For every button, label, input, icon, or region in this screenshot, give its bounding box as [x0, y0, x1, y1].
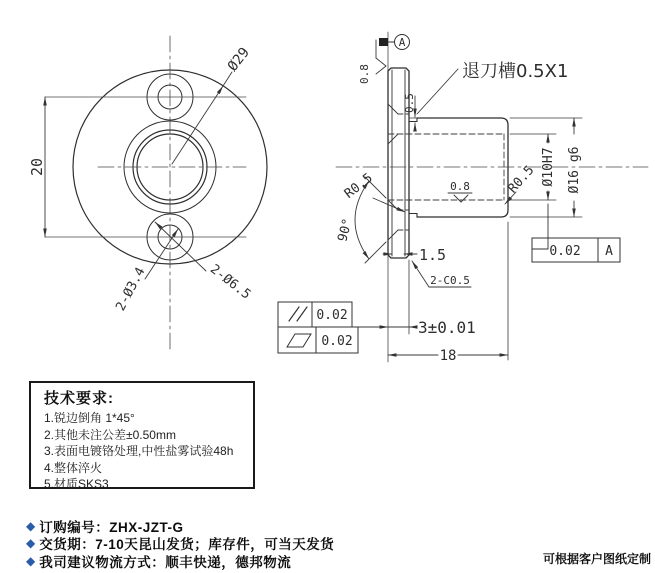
groove-callout: [417, 61, 568, 114]
roughness-symbol-bore: [448, 180, 472, 202]
customization-note: 可根据客户图纸定制: [543, 552, 652, 566]
front-view: [28, 36, 267, 352]
chamfer-label: 2-C0.5: [430, 274, 470, 287]
dim-0-5-label: 0.5: [403, 93, 416, 113]
fcf-datum: A: [605, 244, 613, 259]
datum-letter: A: [398, 36, 406, 49]
dim-shaft-label: Ø16 g6: [567, 146, 582, 194]
fcf-runout: [532, 204, 620, 262]
roughness-bore-value: 0.8: [450, 180, 470, 193]
fcf-parallelism: [278, 302, 352, 327]
dim-20-label: 20: [28, 157, 46, 177]
flatness-value: 0.02: [321, 334, 353, 349]
order-number-text: 订购编号：ZHX-JZT-G: [39, 519, 184, 535]
tech-requirement-item: 4.整体淬火: [44, 460, 103, 475]
tech-requirement-item: 2.其他未注公差±0.50mm: [44, 427, 176, 442]
tech-requirements-title: 技术要求:: [44, 390, 114, 407]
diamond-bullet-icon: ◆: [26, 536, 36, 551]
parallelism-icon: [289, 307, 307, 321]
chamfer-callout: [412, 261, 471, 287]
fcf-flatness: [278, 327, 358, 353]
logistics-row: [26, 552, 334, 570]
boss-outline: [417, 118, 508, 217]
fillet-right-label: R0.5: [505, 163, 538, 197]
dim-29-label: Ø29: [224, 44, 253, 75]
order-number-row: [26, 517, 334, 535]
delivery-time-row: [26, 535, 334, 553]
dim-groove-depth: [403, 93, 426, 131]
fillet-left-callout: [342, 171, 405, 212]
logistics-text: 我司建议物流方式：顺丰快递，德邦物流: [39, 554, 292, 570]
groove-label: 退刀槽0.5X1: [462, 61, 569, 82]
fillet-right-callout: [505, 163, 537, 204]
datum-a-symbol: [379, 35, 410, 50]
dim-3-label: 3±0.01: [418, 318, 476, 337]
roughness-top-value: 0.8: [358, 64, 371, 84]
diamond-bullet-icon: ◆: [26, 553, 36, 568]
dim-18-label: 18: [439, 348, 457, 364]
flange-hole-features: [388, 104, 409, 240]
dim-depth-1-5: [383, 246, 446, 264]
dim-90-label: 90°: [335, 216, 356, 244]
roughness-symbol-top: [358, 40, 386, 84]
side-view: [278, 32, 648, 364]
diamond-bullet-icon: ◆: [26, 518, 36, 533]
dim-outer-dia-29: [172, 45, 253, 164]
fcf-value: 0.02: [549, 244, 581, 259]
dim-thickness: [358, 260, 476, 337]
dim-3-4-label: 2-Ø3.4: [113, 265, 149, 314]
dim-1-5-label: 1.5: [419, 246, 447, 264]
datum-triangle-tick: [379, 38, 388, 46]
tech-requirement-item: 1.锐边倒角 1*45°: [44, 411, 135, 425]
dim-height-20: [28, 97, 46, 237]
delivery-time-text: 交货期：7-10天昆山发货；库存件，可当天发货: [39, 537, 335, 553]
tech-requirement-item: 3.表面电镀铬处理,中性盐雾试验48h: [44, 444, 234, 458]
tech-requirement-item: 5.材质SKS3: [44, 477, 109, 491]
dim-bore-label: Ø10H7: [541, 147, 556, 187]
relief-groove: [409, 118, 417, 217]
dim-small-holes: [113, 229, 178, 314]
order-info: [26, 517, 334, 570]
fillet-left-label: R0.5: [341, 170, 376, 202]
dim-6-5-label: 2-Ø6.5: [207, 261, 254, 303]
flatness-icon: [287, 334, 311, 347]
technical-requirements-box: [29, 381, 255, 489]
parallelism-value: 0.02: [316, 308, 348, 323]
dim-length-18: [388, 222, 508, 364]
